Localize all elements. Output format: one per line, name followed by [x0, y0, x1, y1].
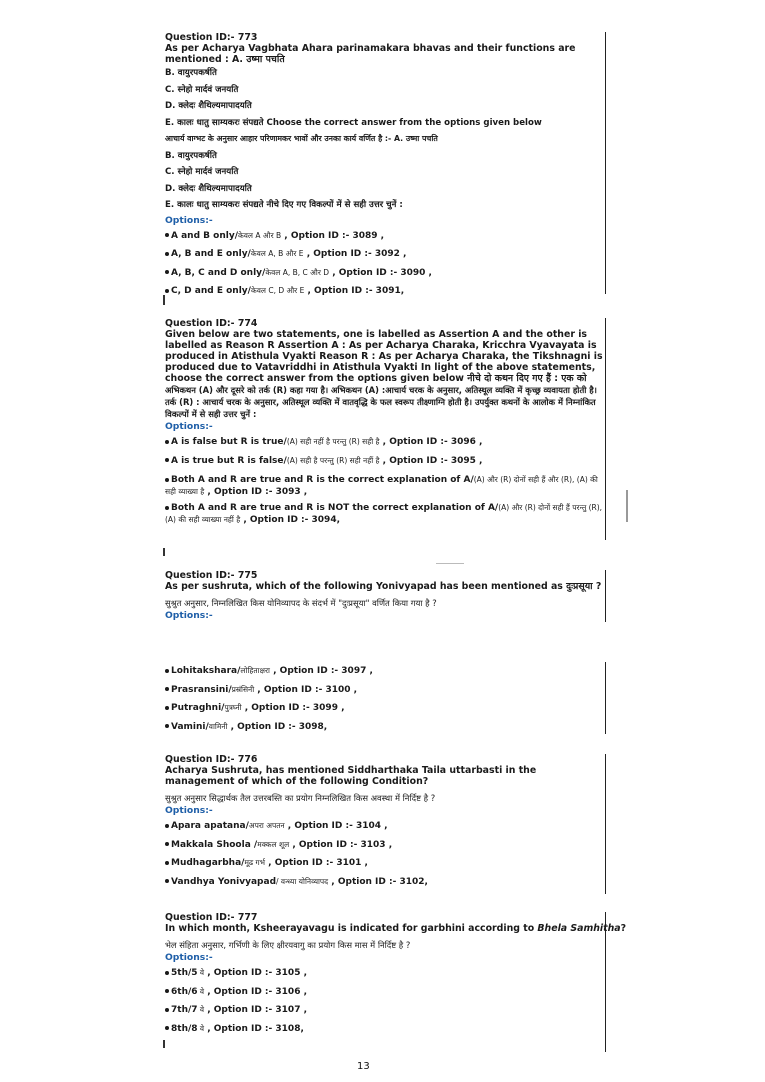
question-text-hindi: सुश्रुत अनुसार, निम्नलिखित किस योनिव्यापद के संदर्भ में "दुःप्रसूया" वर्णित किया गया है ? [165, 598, 437, 608]
scan-mark [163, 1040, 165, 1048]
question-id: Question ID:- 774 [165, 318, 258, 329]
option-item[interactable]: Apara apatana/अपरा अपतन , Option ID :- 3104 , [165, 817, 603, 836]
options-label: Options:- [165, 610, 213, 621]
option-item[interactable]: A, B, C and D only/केवल A, B, C और D , Option ID :- 3090 , [165, 264, 603, 283]
statement-line-hindi: D. क्लेदः शैथिल्यमापादयति [165, 183, 252, 194]
bullet-icon [165, 989, 169, 993]
option-item[interactable]: Putraghni/पुत्रघ्नी , Option ID :- 3099 , [165, 699, 603, 718]
option-item[interactable]: 5th/5 वे , Option ID :- 3105 , [165, 964, 603, 983]
question-text: As per Acharya Vagbhata Ahara parinamakara bhavas and their functions are mentioned : A. उष्मा पचति [165, 43, 576, 65]
option-item[interactable]: Prasransini/प्रस्रंसिनी , Option ID :- 3100 , [165, 681, 603, 700]
question-text-hindi: सुश्रुत अनुसार सिद्धार्थक तैल उत्तरबस्ति का प्रयोग निम्नलिखित किस अवस्था में निर्दिष्ट है ? [165, 793, 436, 803]
options-label: Options:- [165, 805, 213, 816]
bullet-icon [165, 440, 169, 444]
bullet-icon [165, 669, 169, 673]
scan-mark [163, 548, 165, 556]
bullet-icon [165, 971, 169, 975]
option-item[interactable]: A is false but R is true/(A) सही नहीं है परन्तु (R) सही है , Option ID :- 3096 , [165, 433, 603, 452]
statement-line-hindi: B. वायुरपकर्षति [165, 150, 217, 161]
scan-mark [626, 490, 628, 522]
bullet-icon [165, 478, 169, 482]
option-item[interactable]: Both A and R are true and R is NOT the correct explanation of A/(A) और (R) दोनों सही हैं परन्तु (R), (A) की सही व्याख्या नहीं है , Option ID :- 3094, [165, 503, 603, 525]
question-777 [165, 912, 627, 1052]
question-text: In which month, Ksheerayavagu is indicated for garbhini according to Bhela Samhitha? [165, 923, 627, 934]
question-text: Acharya Sushruta, has mentioned Siddharthaka Taila uttarbasti in the management of which of the following Condition? [165, 765, 537, 787]
scan-line [436, 563, 464, 564]
bullet-icon [165, 233, 169, 237]
option-item[interactable]: Vamini/वामिनी , Option ID :- 3098, [165, 718, 603, 737]
question-id: Question ID:- 777 [165, 912, 258, 923]
statement-line: B. वायुरपकर्षति [165, 68, 217, 78]
question-773 [165, 32, 606, 294]
bullet-icon [165, 289, 169, 293]
statement-line: C. स्नेहो मार्दवं जनयति [165, 84, 239, 95]
statement-line: D. क्लेदः शैथिल्यमापादयति [165, 101, 252, 111]
option-item[interactable]: 6th/6 वे , Option ID :- 3106 , [165, 983, 603, 1002]
bullet-icon [165, 879, 169, 883]
bullet-icon [165, 824, 169, 828]
question-id: Question ID:- 775 [165, 570, 258, 581]
statement-line: E. कालः धातु साम्यकरः संपद्यते Choose the correct answer from the options given below [165, 117, 542, 128]
bullet-icon [165, 687, 169, 691]
bullet-icon [165, 506, 169, 510]
bullet-icon [165, 252, 169, 256]
option-item[interactable]: A and B only/केवल A और B , Option ID :- 3089 , [165, 227, 603, 246]
option-item[interactable]: A is true but R is false/(A) सही है परन्तु (R) सही नहीं है , Option ID :- 3095 , [165, 452, 603, 471]
question-774 [165, 318, 606, 540]
option-item[interactable]: C, D and E only/केवल C, D और E , Option ID :- 3091, [165, 282, 603, 301]
question-id: Question ID:- 773 [165, 32, 258, 43]
question-text: Given below are two statements, one is labelled as Assertion A and the other is labelled as Reason R Assertion A : As per Acharya Charaka, Kricchra Vyavayata is produced in Atisthula Vyakti Reason R : As per Acharya Charaka, the Tikshnagni is produced due to Vatavriddhi in Atisthula Vyakti In light of the above statements, choose the correct answer from the options given below नीचे दो कथन दिए गए हैं : एक को [165, 329, 603, 384]
options-label: Options:- [165, 421, 213, 432]
bullet-icon [165, 270, 169, 274]
question-775 [165, 570, 606, 622]
page-number: 13 [357, 1061, 370, 1072]
bullet-icon [165, 842, 169, 846]
bullet-icon [165, 724, 169, 728]
scan-mark [163, 295, 165, 305]
option-item[interactable]: Lohitakshara/लोहिताक्षरा , Option ID :- 3097 , [165, 662, 603, 681]
options-label: Options:- [165, 952, 213, 963]
option-item[interactable]: Mudhagarbha/मूढ गर्भ , Option ID :- 3101 , [165, 854, 603, 873]
option-item[interactable]: 8th/8 वे , Option ID :- 3108, [165, 1020, 603, 1039]
option-item[interactable]: Vandhya Yonivyapad/ वन्ध्या योनिव्यापद , Option ID :- 3102, [165, 873, 603, 892]
option-item[interactable]: Makkala Shoola /मक्कल शूल , Option ID :- 3103 , [165, 836, 603, 855]
statement-line-hindi: C. स्नेहो मार्दवं जनयति [165, 167, 239, 177]
question-text: As per sushruta, which of the following Yonivyapad has been mentioned as दुःप्रसूया ? [165, 581, 602, 592]
question-text-hindi: भेल संहिता अनुसार, गर्भिणी के लिए क्षीरयवागु का प्रयोग किस मास में निर्दिष्ट है ? [165, 940, 411, 950]
question-text-hindi: अभिकथन (A) और दूसरे को तर्क (R) कहा गया है। अभिकथन (A) :आचार्य चरक के अनुसार, अतिस्थूल व्यक्ति में कृच्छ्र व्यवायता होती है। तर्क (R) : आचार्य चरक के अनुसार, अतिस्थूल व्यक्ति में वातवृद्धि के फल स्वरूप तीक्ष्णाग्नि होती है। उपर्युक्त कथनों के आलोक में निम्नांकित विकल्पों में से सही उत्तर चुनें : [165, 385, 597, 419]
question-id: Question ID:- 776 [165, 754, 258, 765]
question-775-options [165, 662, 606, 734]
bullet-icon [165, 1026, 169, 1030]
options-label: Options:- [165, 214, 213, 226]
bullet-icon [165, 706, 169, 710]
hindi-intro: आचार्य वाग्भट के अनुसार आहार परिणामकर भावों और उनका कार्य वर्णित है :- A. उष्मा पचति [165, 134, 438, 143]
option-item[interactable]: Both A and R are true and R is the correct explanation of A/(A) और (R) दोनों सही हैं और (R), (A) की सही व्याख्या है , Option ID :- 3093 , [165, 475, 598, 497]
question-776 [165, 754, 606, 894]
option-item[interactable]: A, B and E only/केवल A, B और E , Option ID :- 3092 , [165, 245, 603, 264]
bullet-icon [165, 861, 169, 865]
option-item[interactable]: 7th/7 वे , Option ID :- 3107 , [165, 1001, 603, 1020]
bullet-icon [165, 458, 169, 462]
statement-line-hindi: E. कालः धातु साम्यकरः संपद्यते नीचे दिए गए विकल्पों में से सही उत्तर चुनें : [165, 200, 403, 210]
bullet-icon [165, 1008, 169, 1012]
